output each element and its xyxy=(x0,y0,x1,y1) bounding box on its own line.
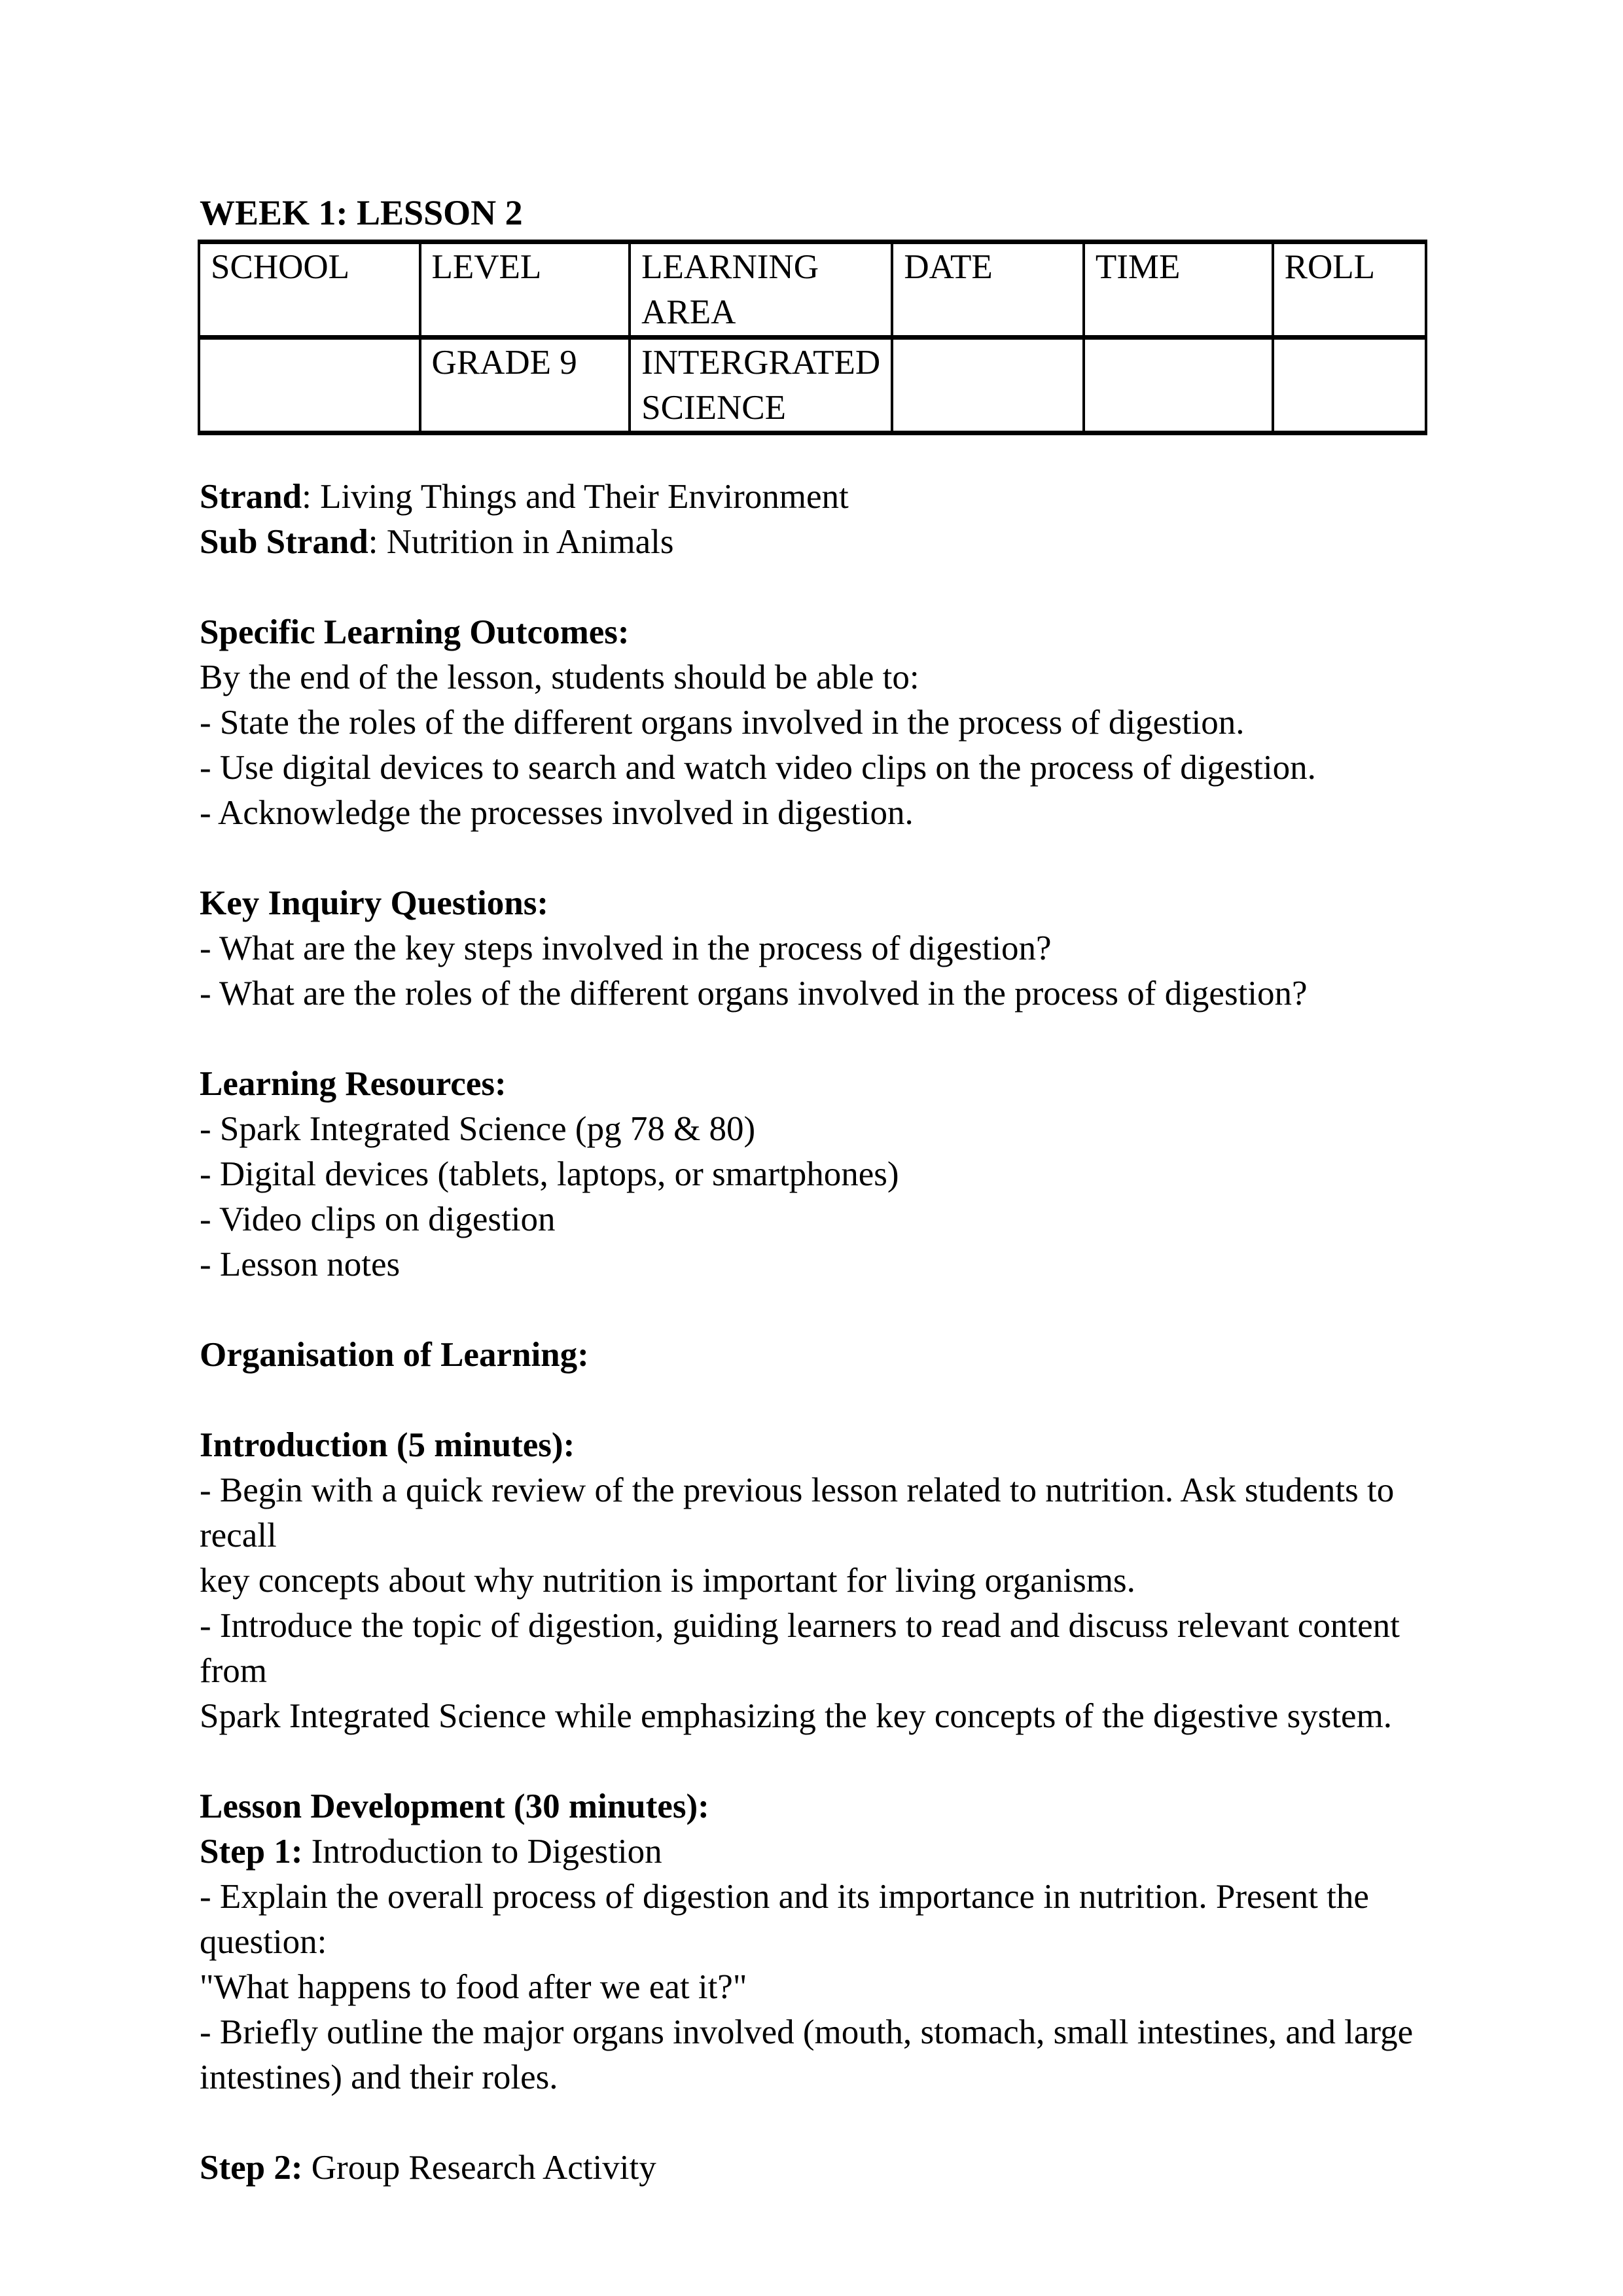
text-run: Group Research Activity xyxy=(302,2149,656,2187)
text-run: - Use digital devices to search and watch video clips on the process of digestion. xyxy=(200,749,1316,787)
paragraph-line xyxy=(200,1874,1444,1965)
text-run: - What are the key steps involved in the process of digestion? xyxy=(200,929,1052,967)
text-run: - Explain the overall process of digestion and its importance in nutrition. Present the question: xyxy=(200,1878,1378,1961)
paragraph-line xyxy=(200,1965,1444,2010)
bold-run: Step 2: xyxy=(200,2149,303,2187)
paragraph-line xyxy=(200,1558,1444,1604)
paragraph-line xyxy=(200,2010,1444,2055)
text-run: Introduction to Digestion xyxy=(302,1833,662,1871)
table-row xyxy=(199,338,1426,433)
text-run: - State the roles of the different organs involved in the process of digestion. xyxy=(200,704,1245,742)
paragraph-line xyxy=(200,791,1444,836)
cell-learning-area: INTERGRATED SCIENCE xyxy=(630,338,892,433)
text-run: : Living Things and Their Environment xyxy=(302,478,849,516)
paragraph-line xyxy=(200,1197,1444,1242)
page-title: WEEK 1: LESSON 2 xyxy=(200,193,523,232)
header-cell-time: TIME xyxy=(1084,242,1273,338)
bold-run: Key Inquiry Questions: xyxy=(200,884,549,922)
paragraph-line xyxy=(200,1107,1444,1152)
paragraph-line xyxy=(200,1604,1444,1694)
bold-run: Specific Learning Outcomes: xyxy=(200,613,630,651)
text-run: key concepts about why nutrition is important for living organisms. xyxy=(200,1562,1135,1600)
lesson-info-table xyxy=(198,240,1427,435)
paragraph-line xyxy=(200,926,1444,971)
bold-run: Organisation of Learning: xyxy=(200,1336,589,1374)
bold-run: Step 1: xyxy=(200,1833,303,1871)
text-run: "What happens to food after we eat it?" xyxy=(200,1968,747,2006)
paragraph-line xyxy=(200,1062,1444,1107)
paragraph-line xyxy=(200,745,1444,791)
text-run: - Video clips on digestion xyxy=(200,1200,556,1238)
table-header-row xyxy=(199,242,1426,338)
text-run: : Nutrition in Animals xyxy=(368,523,674,561)
paragraph-line xyxy=(200,1152,1444,1197)
paragraph-line xyxy=(200,700,1444,745)
paragraph-line xyxy=(200,1829,1444,1874)
blank-line xyxy=(200,836,1444,881)
header-cell-school: SCHOOL xyxy=(199,242,420,338)
blank-line xyxy=(200,1287,1444,1333)
bold-run: Learning Resources: xyxy=(200,1065,507,1103)
bold-run: Lesson Development (30 minutes): xyxy=(200,1787,709,1825)
cell-time xyxy=(1084,338,1273,433)
paragraph-line xyxy=(200,1784,1444,1829)
paragraph-line xyxy=(200,1694,1444,1739)
paragraph-line xyxy=(200,1242,1444,1287)
paragraph-line xyxy=(200,655,1444,700)
cell-roll xyxy=(1273,338,1426,433)
page-content xyxy=(198,190,1444,2191)
cell-date xyxy=(892,338,1084,433)
text-run: - Digital devices (tablets, laptops, or smartphones) xyxy=(200,1155,899,1193)
blank-line xyxy=(200,1739,1444,1784)
header-cell-roll: ROLL xyxy=(1273,242,1426,338)
header-cell-date: DATE xyxy=(892,242,1084,338)
paragraph-line xyxy=(200,1333,1444,1378)
paragraph-line xyxy=(200,475,1444,520)
paragraph-line xyxy=(200,971,1444,1016)
text-run: - Lesson notes xyxy=(200,1246,401,1283)
blank-line xyxy=(200,1016,1444,1062)
header-cell-level: LEVEL xyxy=(420,242,630,338)
header-cell-learning-area: LEARNING AREA xyxy=(630,242,892,338)
text-run: - Acknowledge the processes involved in digestion. xyxy=(200,794,914,832)
paragraph-line xyxy=(200,1423,1444,1468)
bold-run: Introduction (5 minutes): xyxy=(200,1426,575,1464)
document-body xyxy=(200,475,1444,2191)
text-run: - Begin with a quick review of the previous lesson related to nutrition. Ask students to recall xyxy=(200,1471,1403,1554)
blank-line xyxy=(200,565,1444,610)
cell-level: GRADE 9 xyxy=(420,338,630,433)
text-run: - What are the roles of the different organs involved in the process of digestion? xyxy=(200,975,1308,1013)
paragraph-line xyxy=(200,520,1444,565)
blank-line xyxy=(200,1378,1444,1423)
text-run: Spark Integrated Science while emphasizing the key concepts of the digestive system. xyxy=(200,1697,1393,1735)
paragraph-line xyxy=(200,1468,1444,1558)
paragraph-line xyxy=(200,610,1444,655)
paragraph-line xyxy=(200,881,1444,926)
text-run: - Spark Integrated Science (pg 78 & 80) xyxy=(200,1110,756,1148)
text-run: intestines) and their roles. xyxy=(200,2058,558,2096)
text-run: - Briefly outline the major organs involved (mouth, stomach, small intestines, and large xyxy=(200,2013,1414,2051)
bold-run: Strand xyxy=(200,478,302,516)
bold-run: Sub Strand xyxy=(200,523,368,561)
blank-line xyxy=(200,2100,1444,2145)
text-run: - Introduce the topic of digestion, guiding learners to read and discuss relevant content from xyxy=(200,1607,1409,1690)
paragraph-line xyxy=(200,2055,1444,2100)
cell-school xyxy=(199,338,420,433)
paragraph-line xyxy=(200,2145,1444,2191)
text-run: By the end of the lesson, students should be able to: xyxy=(200,658,919,696)
